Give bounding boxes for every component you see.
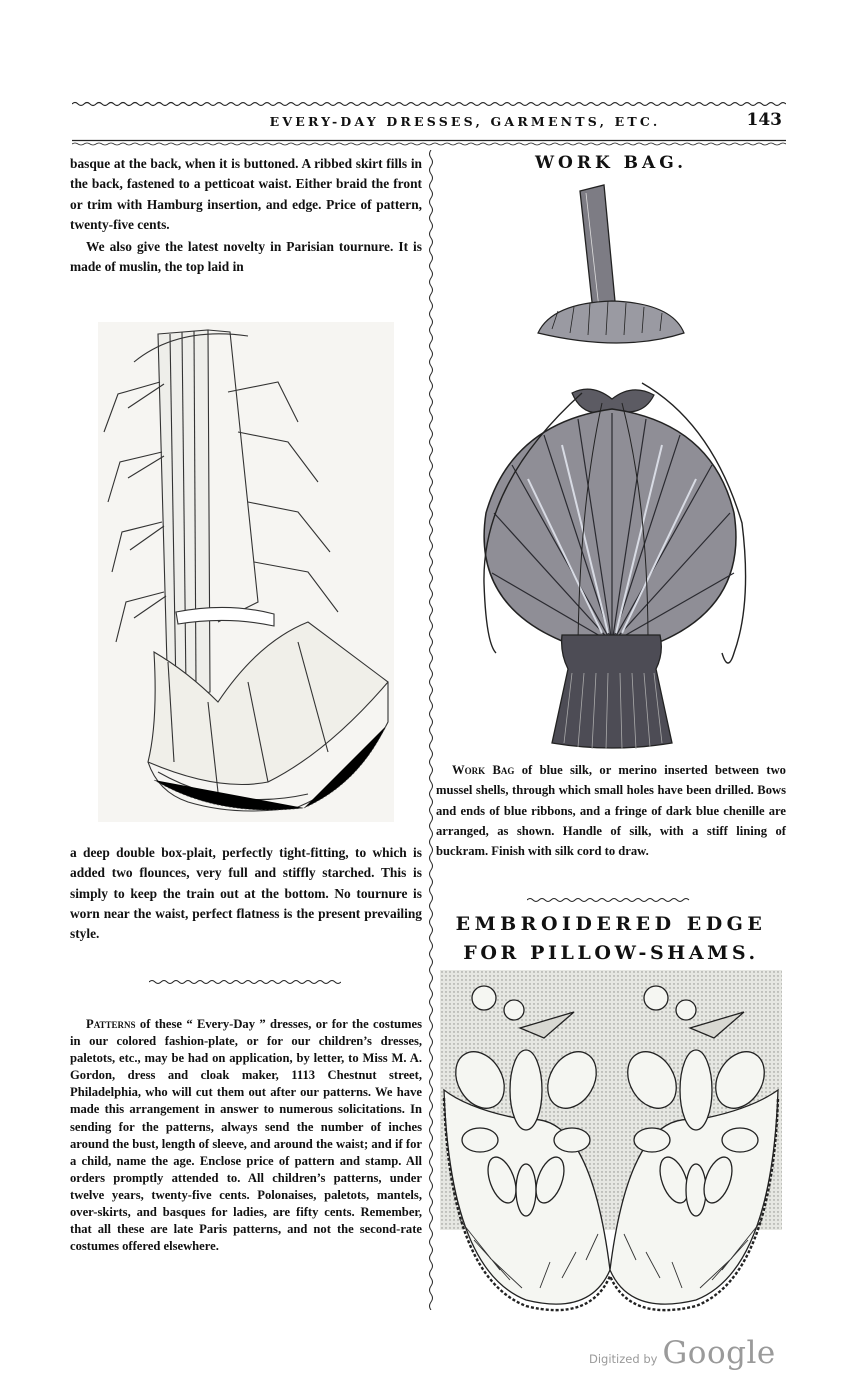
embroidered-edge-illustration (440, 970, 782, 1316)
page-number: 143 (746, 110, 782, 130)
left-divider (149, 979, 341, 985)
digitized-by-google-mark (589, 1335, 776, 1371)
column-divider (428, 150, 434, 1310)
patterns-body: of these “ Every-Day ” dresses, or for the costumes in our colored fashion-plate, or for our children’s dresses, paletots, etc., may be had on application, by letter, to Miss M. A. Gordon, dress and cloak maker, 1113 Chestnut street, Philadelphia, who will cut them out after our patterns. We have made this arrangement in answer to numerous solicitations. In sending for the patterns, always send the number of inches around the bust, length of sleeve, and around the waist; and if for a child, name the age. Enclose price of pattern and stamp. All orders promptly attended to. All children’s patterns, under twelve years, twenty-five cents. Polonaises, paletots, mantels, over-skirts, and basques for ladies, are fifty cents. Remember, that all these are late Paris patterns, and not the second-rate costumes offered elsewhere. (70, 1017, 422, 1254)
work-bag-title: WORK BAG. (534, 153, 688, 173)
running-head (70, 110, 786, 132)
patterns-paragraph (70, 1016, 422, 1255)
work-bag-lead: Work Bag (452, 763, 515, 777)
patterns-lead: Patterns (86, 1017, 136, 1031)
paragraph-tournure-detail: a deep double box-plait, perfectly tight-fitting, to which is added two flounces, very full and stiffly starched. This is simply to keep the train out at the bottom. No tournure is worn near the waist, perfect flatness is the present prevailing style. (70, 845, 422, 942)
google-brand: Google (662, 1335, 776, 1371)
digitized-prefix: Digitized by (589, 1352, 658, 1366)
running-title: EVERY-DAY DRESSES, GARMENTS, ETC. (269, 114, 661, 129)
paragraph-basque: basque at the back, when it is buttoned. A ribbed skirt fills in the back, fastened to a petticoat waist. Either braid the front or trim with Hamburg insertion, and edge. Price of pattern, twenty-five cents. (70, 156, 422, 232)
header-bottom-rule (72, 139, 786, 147)
patterns-notice (70, 1016, 422, 1255)
embroidered-title-line1: EMBROIDERED EDGE (455, 913, 767, 935)
right-divider (527, 897, 691, 903)
embroidered-title-line2: FOR PILLOW-SHAMS. (463, 942, 759, 964)
tournure-illustration (98, 322, 394, 822)
work-bag-body: of blue silk, or merino inserted between two mussel shells, through which small holes have been drilled. Bows and ends of blue ribbons, and a fringe of dark blue chenille are arranged, as shown. Handle of silk, with a stiff lining of buckram. Finish with silk cord to draw. (436, 763, 786, 859)
left-column-top (70, 154, 422, 278)
paragraph-tournure-intro: We also give the latest novelty in Parisian tournure. It is made of muslin, the top laid in (70, 239, 422, 275)
left-column-mid (70, 843, 422, 944)
work-bag-illustration (472, 183, 758, 753)
work-bag-description (436, 760, 786, 861)
work-bag-paragraph (436, 760, 786, 861)
header-top-rule (72, 101, 786, 107)
